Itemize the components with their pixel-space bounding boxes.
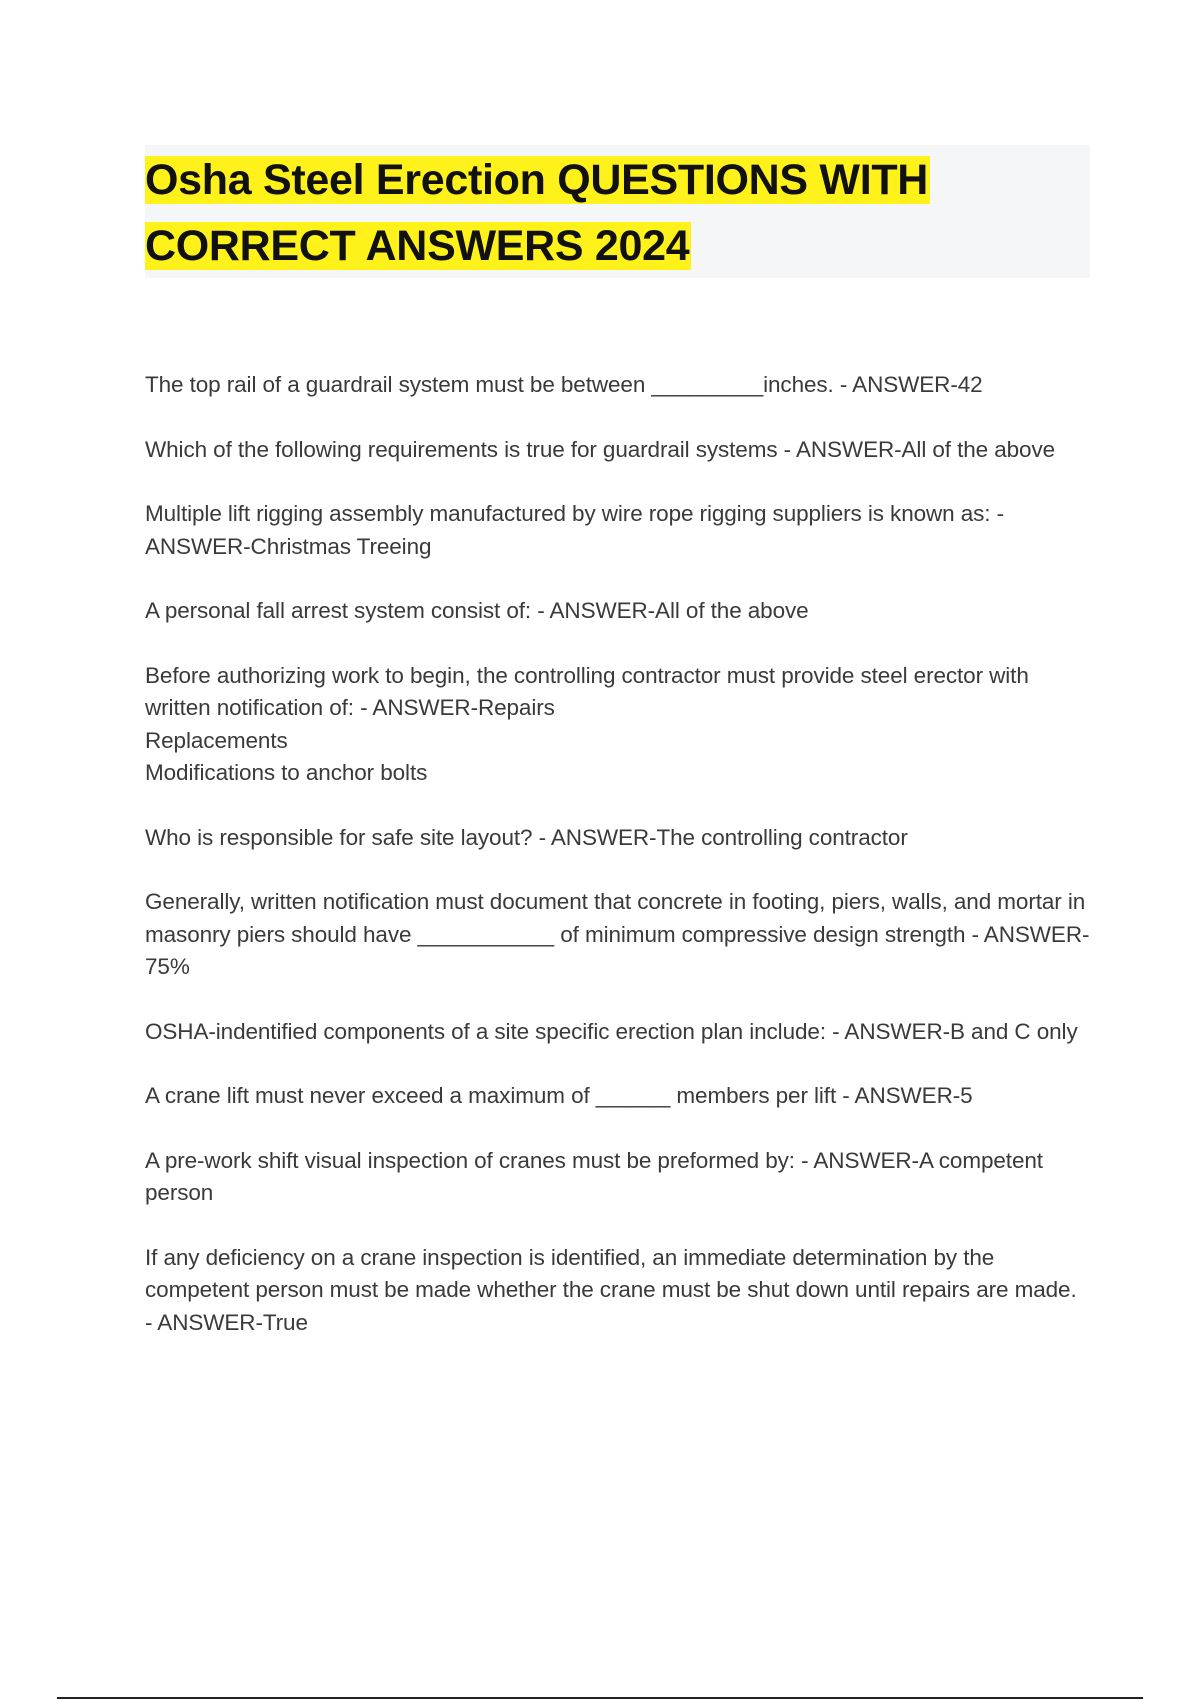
qa-item-1: The top rail of a guardrail system must be between _________inches. - ANSWER-42 [145,372,983,397]
title-line-1: Osha Steel Erection QUESTIONS WITH [145,156,929,204]
qa-item-9: A crane lift must never exceed a maximum of ______ members per lift - ANSWER-5 [145,1083,973,1108]
qa-item-11: If any deficiency on a crane inspection is identified, an immediate determination by the competent person must be made whether the crane must be shut down until repairs are made. - ANSWER-True [145,1244,1077,1335]
qa-item-8: OSHA-indentified components of a site specific erection plan include: - ANSWER-B and C only [145,1018,1078,1044]
qa-item-10: A pre-work shift visual inspection of cranes must be preformed by: - ANSWER-A competent person [145,1147,1043,1205]
qa-item-4: A personal fall arrest system consist of: - ANSWER-All of the above [145,598,809,623]
question-answer-list [145,369,1090,1371]
qa-item-2: Which of the following requirements is true for guardrail systems - ANSWER-All of the above [145,436,1056,462]
title-line-2: CORRECT ANSWERS 2024 [145,222,690,270]
qa-item-5: Before authorizing work to begin, the controlling contractor must provide steel erector with written notification of: - ANSWER-Repairs Replacements Modifications to anchor bolts [145,662,1029,785]
page-bottom-rule [57,1697,1143,1699]
qa-item-6: Who is responsible for safe site layout? - ANSWER-The controlling contractor [145,824,908,850]
document-title [145,147,1045,279]
qa-item-7: Generally, written notification must document that concrete in footing, piers, walls, and mortar in masonry piers should have ___________ of minimum compressive design strength - ANSWER-75% [145,889,1090,979]
qa-item-3: Multiple lift rigging assembly manufactured by wire rope rigging suppliers is known as: - ANSWER-Christmas Treeing [145,501,1004,559]
